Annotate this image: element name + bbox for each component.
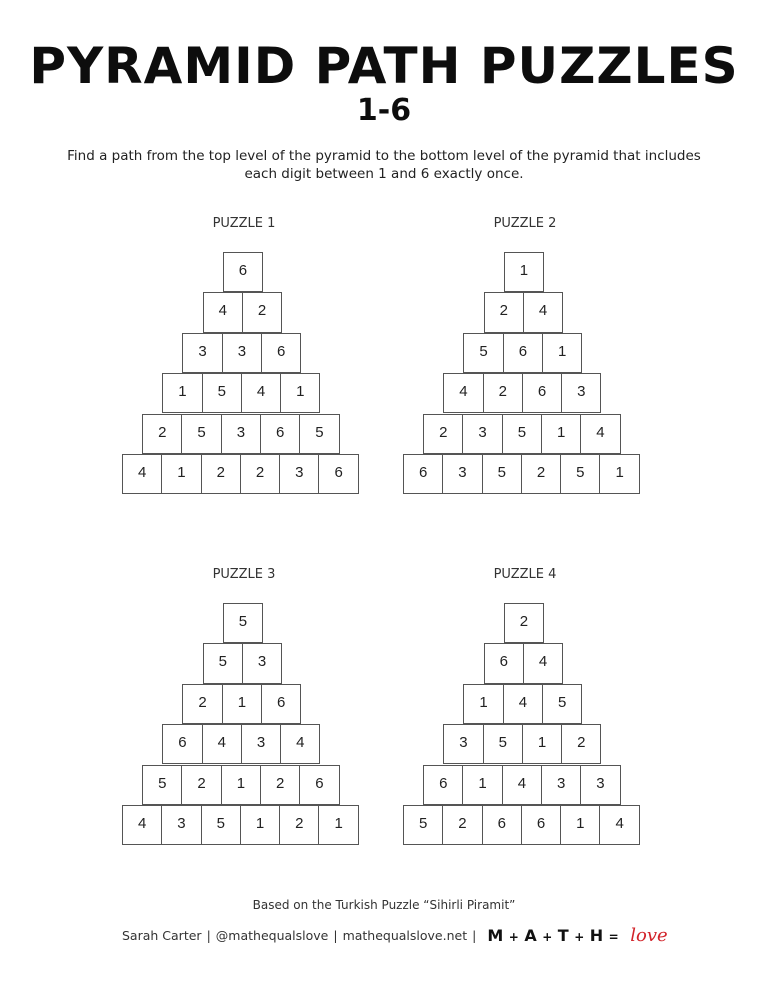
- cell-digit: 1: [519, 262, 529, 279]
- puzzle-label: PUZZLE 4: [493, 567, 557, 582]
- pyramid-cell: [502, 765, 542, 805]
- pyramid-cell: [182, 684, 222, 724]
- puzzle-label: PUZZLE 3: [212, 567, 276, 582]
- cell-digit: 2: [499, 302, 508, 320]
- pyramid-cell: [240, 454, 280, 494]
- pyramid-row: [423, 414, 620, 455]
- pyramid-cell: [261, 684, 301, 724]
- cell-digit: 5: [558, 693, 567, 711]
- cell-digit: 6: [537, 383, 547, 401]
- cell-digit: 1: [557, 423, 566, 441]
- cell-digit: 5: [418, 815, 428, 832]
- cell-digit: 2: [536, 464, 546, 481]
- cell-digit: 2: [255, 464, 265, 481]
- pyramid-cell: [503, 684, 543, 724]
- pyramid-cell: [463, 333, 503, 373]
- cell-digit: 3: [557, 774, 566, 792]
- pyramid-cell: [403, 454, 443, 494]
- cell-digit: 4: [596, 423, 605, 441]
- pyramid-row: [223, 603, 263, 644]
- cell-digit: 1: [558, 342, 567, 360]
- pyramid-cell: [142, 765, 182, 805]
- pyramid-row: [484, 292, 564, 333]
- pyramid-row: [504, 603, 544, 644]
- cell-digit: 2: [439, 423, 448, 441]
- pyramid-cell: [201, 805, 241, 845]
- brand-letter: H: [589, 925, 604, 945]
- cell-digit: 3: [458, 464, 467, 481]
- cell-digit: 3: [257, 653, 267, 671]
- cell-digit: 4: [518, 693, 528, 711]
- pyramid-cell: [162, 373, 202, 413]
- cell-digit: 4: [615, 815, 624, 832]
- author-website: mathequalslove.net: [342, 927, 468, 943]
- pyramid-cell: [279, 805, 319, 845]
- author-handle: @mathequalslove: [215, 927, 329, 943]
- pyramid-row: [203, 643, 283, 684]
- pyramid-row: [142, 414, 339, 455]
- author-line: [122, 922, 668, 948]
- pyramid-cell: [542, 333, 582, 373]
- pyramid-cell: [299, 765, 339, 805]
- pyramid-cell: [261, 333, 301, 373]
- pyramid-cell: [122, 805, 162, 845]
- pyramid-cell: [202, 724, 242, 764]
- pyramid-cell: [542, 684, 582, 724]
- cell-digit: 1: [479, 693, 488, 711]
- brand-letter: T: [557, 925, 570, 945]
- pyramid-cell: [523, 292, 563, 332]
- pyramid-cell: [462, 765, 502, 805]
- pyramid-cell: [541, 414, 581, 454]
- pyramid-cell: [403, 805, 443, 845]
- pyramid-cell: [223, 252, 263, 292]
- pyramid-cell: [599, 805, 639, 845]
- cell-digit: 6: [518, 342, 528, 360]
- pyramid-row: [182, 684, 301, 725]
- cell-digit: 2: [197, 774, 206, 792]
- pyramid-row: [463, 684, 582, 725]
- pyramid-cell: [223, 603, 263, 643]
- pyramid-cell: [462, 414, 502, 454]
- pyramid-cell: [443, 724, 483, 764]
- pyramid-cell: [280, 724, 320, 764]
- separator: |: [206, 927, 211, 943]
- author-name: Sarah Carter: [122, 927, 202, 943]
- pyramid-cell: [560, 454, 600, 494]
- pyramid-cell: [122, 454, 162, 494]
- pyramid-row: [223, 252, 263, 293]
- pyramid-cell: [222, 684, 262, 724]
- pyramid-cell: [522, 373, 562, 413]
- pyramid-cell: [318, 454, 358, 494]
- cell-digit: 4: [517, 774, 527, 792]
- pyramid-cell: [182, 333, 222, 373]
- pyramid-cell: [483, 373, 523, 413]
- pyramid-cell: [521, 454, 561, 494]
- brand-plus: +: [574, 929, 585, 944]
- pyramid-cell: [504, 603, 544, 643]
- pyramid-cell: [181, 414, 221, 454]
- pyramid-cell: [162, 724, 202, 764]
- cell-digit: 3: [237, 342, 247, 360]
- pyramid-cell: [482, 454, 522, 494]
- pyramid-cell: [222, 333, 262, 373]
- cell-digit: 5: [517, 423, 527, 441]
- cell-digit: 6: [238, 262, 248, 279]
- cell-digit: 1: [178, 383, 187, 401]
- cell-digit: 6: [315, 774, 324, 792]
- pyramid-cell: [580, 765, 620, 805]
- brand-plus: +: [508, 929, 520, 944]
- brand-letter: A: [524, 925, 538, 945]
- pyramid-cell: [280, 373, 320, 413]
- cell-digit: 5: [217, 383, 226, 401]
- pyramid-cell: [523, 643, 563, 683]
- pyramid-cell: [484, 292, 524, 332]
- cell-digit: 3: [236, 423, 246, 441]
- cell-digit: 4: [137, 815, 147, 832]
- cell-digit: 6: [536, 815, 546, 832]
- cell-digit: 5: [218, 653, 227, 671]
- brand-love-script: love: [630, 924, 668, 946]
- cell-digit: 1: [237, 693, 247, 711]
- cell-digit: 1: [334, 815, 343, 832]
- pyramid-cell: [442, 454, 482, 494]
- cell-digit: 2: [295, 815, 304, 832]
- cell-digit: 1: [255, 815, 265, 832]
- cell-digit: 3: [198, 342, 207, 360]
- pyramid-cell: [502, 414, 542, 454]
- pyramid-row: [443, 724, 601, 765]
- pyramid-row: [203, 292, 283, 333]
- pyramid-row: [162, 373, 320, 414]
- puzzle-label: PUZZLE 1: [212, 216, 276, 231]
- cell-digit: 4: [538, 302, 548, 320]
- cell-digit: 4: [256, 383, 266, 401]
- cell-digit: 2: [458, 815, 467, 832]
- cell-digit: 1: [576, 815, 585, 832]
- cell-digit: 3: [596, 774, 605, 792]
- cell-digit: 1: [296, 383, 305, 401]
- separator: |: [472, 927, 477, 943]
- instructions: Find a path from the top level of the pyramid to the bottom level of the pyramid that includes each digit between 1 and 6 exactly once.: [67, 148, 701, 182]
- pyramid-cell: [504, 252, 544, 292]
- cell-digit: 3: [295, 464, 304, 481]
- pyramid-cell: [241, 724, 281, 764]
- pyramid-cell: [443, 373, 483, 413]
- pyramid-cell: [260, 414, 300, 454]
- pyramid-cell: [241, 373, 281, 413]
- pyramid-row: [504, 252, 544, 293]
- cell-digit: 4: [217, 734, 226, 752]
- page-subtitle: 1-6: [356, 93, 412, 128]
- cell-digit: 5: [197, 423, 206, 441]
- cell-digit: 1: [537, 734, 547, 752]
- pyramid-cell: [203, 643, 243, 683]
- pyramid-cell: [541, 765, 581, 805]
- cell-digit: 5: [498, 734, 507, 752]
- pyramid-cell: [463, 684, 503, 724]
- cell-digit: 5: [315, 423, 324, 441]
- cell-digit: 4: [218, 302, 227, 320]
- pyramid-cell: [599, 454, 639, 494]
- pyramid-cell: [423, 765, 463, 805]
- pyramid-cell: [181, 765, 221, 805]
- pyramid-row: [423, 765, 620, 806]
- pyramid-cell: [142, 414, 182, 454]
- pyramid-cell: [161, 454, 201, 494]
- pyramid-cell: [242, 643, 282, 683]
- pyramid-cell: [423, 414, 463, 454]
- cell-digit: 3: [459, 734, 468, 752]
- cell-digit: 4: [296, 734, 305, 752]
- puzzle-label: PUZZLE 2: [493, 216, 557, 231]
- cell-digit: 6: [439, 774, 448, 792]
- cell-digit: 2: [158, 423, 167, 441]
- cell-digit: 3: [256, 734, 266, 752]
- pyramid-row: [463, 333, 582, 374]
- pyramid-row: [443, 373, 601, 414]
- pyramid-cell: [560, 805, 600, 845]
- cell-digit: 2: [498, 383, 507, 401]
- pyramid-row: [142, 765, 339, 806]
- brand-letter: M: [487, 925, 504, 945]
- pyramid-cell: [299, 414, 339, 454]
- pyramid-cell: [484, 643, 524, 683]
- cell-digit: 2: [276, 774, 285, 792]
- pyramid-cell: [503, 333, 543, 373]
- pyramid-cell: [521, 805, 561, 845]
- cell-digit: 4: [538, 653, 548, 671]
- pyramid-row: [122, 454, 359, 495]
- pyramid-row: [182, 333, 301, 374]
- cell-digit: 1: [478, 774, 487, 792]
- pyramid-cell: [561, 373, 601, 413]
- pyramid-cell: [318, 805, 358, 845]
- cell-digit: 5: [216, 815, 225, 832]
- pyramid-cell: [279, 454, 319, 494]
- pyramid-cell: [260, 765, 300, 805]
- brand-logo: [487, 926, 624, 945]
- cell-digit: 1: [177, 464, 186, 481]
- cell-digit: 5: [238, 613, 248, 630]
- cell-digit: 2: [577, 734, 586, 752]
- pyramid-row: [162, 724, 320, 765]
- pyramid-cell: [580, 414, 620, 454]
- pyramid-row: [484, 643, 564, 684]
- cell-digit: 1: [615, 464, 624, 481]
- cell-digit: 1: [236, 774, 246, 792]
- cell-digit: 3: [577, 383, 586, 401]
- page-title: PYRAMID PATH PUZZLES: [29, 37, 739, 95]
- cell-digit: 3: [478, 423, 487, 441]
- cell-digit: 5: [576, 464, 585, 481]
- cell-digit: 4: [459, 383, 468, 401]
- pyramid-cell: [202, 373, 242, 413]
- pyramid-row: [403, 805, 640, 846]
- cell-digit: 6: [497, 815, 506, 832]
- cell-digit: 6: [334, 464, 343, 481]
- cell-digit: 6: [276, 423, 285, 441]
- cell-digit: 2: [198, 693, 207, 711]
- pyramid-cell: [201, 454, 241, 494]
- pyramid-cell: [240, 805, 280, 845]
- pyramid-cell: [242, 292, 282, 332]
- cell-digit: 4: [137, 464, 147, 481]
- pyramid-cell: [161, 805, 201, 845]
- pyramid-cell: [522, 724, 562, 764]
- brand-plus: +: [542, 929, 553, 944]
- pyramid-row: [403, 454, 640, 495]
- cell-digit: 6: [178, 734, 187, 752]
- cell-digit: 6: [277, 693, 286, 711]
- separator: |: [333, 927, 338, 943]
- brand-equals: =: [608, 929, 620, 944]
- pyramid-row: [122, 805, 359, 846]
- pyramid-cell: [482, 805, 522, 845]
- pyramid-cell: [221, 414, 261, 454]
- credit-line: Based on the Turkish Puzzle “Sihirli Piramit”: [252, 898, 516, 912]
- cell-digit: 2: [216, 464, 225, 481]
- pyramid-cell: [483, 724, 523, 764]
- pyramid-cell: [203, 292, 243, 332]
- cell-digit: 2: [257, 302, 267, 320]
- pyramid-cell: [442, 805, 482, 845]
- cell-digit: 3: [177, 815, 186, 832]
- cell-digit: 5: [158, 774, 167, 792]
- pyramid-cell: [221, 765, 261, 805]
- cell-digit: 6: [499, 653, 508, 671]
- cell-digit: 5: [497, 464, 506, 481]
- cell-digit: 2: [519, 613, 529, 630]
- cell-digit: 6: [277, 342, 286, 360]
- pyramid-cell: [561, 724, 601, 764]
- cell-digit: 5: [479, 342, 488, 360]
- cell-digit: 6: [418, 464, 428, 481]
